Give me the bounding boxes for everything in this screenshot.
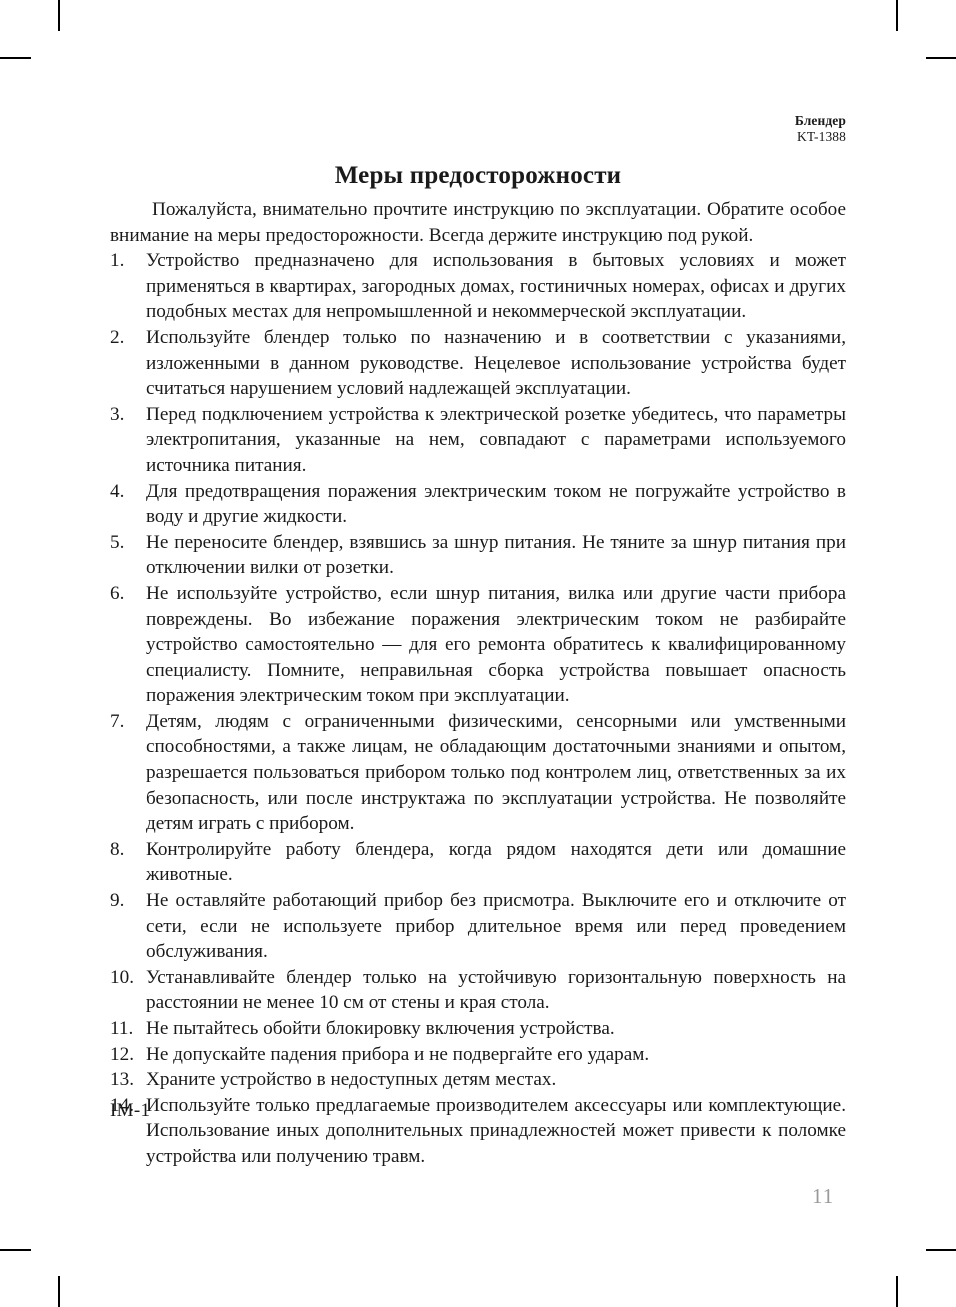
list-item — [110, 325, 846, 402]
crop-mark-top-right-vertical — [896, 0, 898, 31]
rule-text: Не используйте устройство, если шнур питания, вилка или другие части прибора повреждены. Во избежание поражения электрическим током не разбирайте устройство самостоятельно — для его ремонта обратитесь к квалифицированному специалисту. Помните, неправильная сборка устройства повышает опасность поражения электрическим током при эксплуатации. — [146, 582, 846, 707]
page-title: Меры предосторожности — [334, 161, 622, 189]
list-item — [110, 1067, 846, 1093]
crop-mark-top-left-vertical — [58, 0, 60, 31]
running-header — [795, 113, 846, 145]
rule-text: Устанавливайте блендер только на устойчивую горизонтальную поверхность на расстоянии не менее 10 см от стены и края стола. — [146, 966, 846, 1014]
rule-text: Не допускайте падения прибора и не подвергайте его ударам. — [146, 1043, 650, 1065]
list-item — [110, 1042, 846, 1068]
crop-mark-bottom-left-horizontal — [0, 1249, 31, 1251]
rule-text: Не переносите блендер, взявшись за шнур питания. Не тяните за шнур питания при отключении вилки от розетки. — [146, 531, 846, 579]
model-number: KT-1388 — [797, 128, 846, 144]
rule-text: Не оставляйте работающий прибор без присмотра. Выключите его и отключите от сети, если не используете прибор длительное время или перед проведением обслуживания. — [146, 890, 846, 963]
list-item — [110, 248, 846, 325]
list-item — [110, 581, 846, 709]
page-number: 11 — [812, 1184, 835, 1208]
rule-text: Используйте только предлагаемые производителем аксессуары или комплектующие. Использование иных дополнительных принадлежностей может привести к поломке устройства или получению травм. — [146, 1094, 846, 1167]
list-item — [110, 1016, 846, 1042]
rule-text: Устройство предназначено для использования в бытовых условиях и может применяться в квартирах, загородных домах, гостиничных номерах, офисах и других подобных местах для непромышленной и некоммерческой эксплуатации. — [146, 250, 846, 323]
page-content — [110, 0, 846, 1307]
crop-mark-bottom-left-vertical — [58, 1276, 60, 1307]
list-item — [110, 837, 846, 888]
list-item — [110, 888, 846, 965]
list-item — [110, 709, 846, 837]
rule-text: Контролируйте работу блендера, когда рядом находятся дети или домашние животные. — [146, 838, 846, 886]
crop-mark-top-right-horizontal — [926, 57, 956, 59]
rule-text: Храните устройство в недоступных детям местах. — [146, 1069, 557, 1091]
rule-text: Для предотвращения поражения электрическим током не погружайте устройство в воду и другие жидкости. — [146, 480, 846, 528]
list-item — [110, 402, 846, 479]
rule-text: Перед подключением устройства к электрической розетке убедитесь, что параметры электропитания, указанные на нем, совпадают с параметрами используемого источника питания. — [146, 403, 846, 476]
list-item — [110, 479, 846, 530]
product-name: Блендер — [794, 113, 846, 128]
rule-text: Детям, людям с ограниченными физическими, сенсорными или умственными способностями, а также лицам, не обладающим достаточными знаниями и опытом, разрешается пользоваться прибором только под контролем лиц, ответственных за их безопасность, или после инструктажа по эксплуатации устройства. Не позволяйте детям играть с прибором. — [146, 710, 846, 835]
intro-paragraph: Пожалуйста, внимательно прочтите инструкцию по эксплуатации. Обратите особое внимание на меры предосторожности. Всегда держите инструкцию под рукой. — [110, 199, 846, 246]
crop-mark-bottom-right-vertical — [896, 1276, 898, 1307]
crop-mark-bottom-right-horizontal — [926, 1249, 956, 1251]
safety-rules-list — [110, 248, 846, 1169]
crop-mark-top-left-horizontal — [0, 57, 31, 59]
manual-code-label: IM-1 — [110, 1100, 151, 1121]
list-item — [110, 965, 846, 1016]
rule-text: Используйте блендер только по назначению и в соответствии с указаниями, изложенными в данном руководстве. Нецелевое использование устройства будет считаться нарушением условий надлежащей эксплуатации. — [146, 326, 846, 400]
list-item — [110, 1093, 846, 1170]
list-item — [110, 530, 846, 581]
body-text — [110, 197, 846, 1170]
rule-text: Не пытайтесь обойти блокировку включения устройства. — [146, 1018, 615, 1039]
